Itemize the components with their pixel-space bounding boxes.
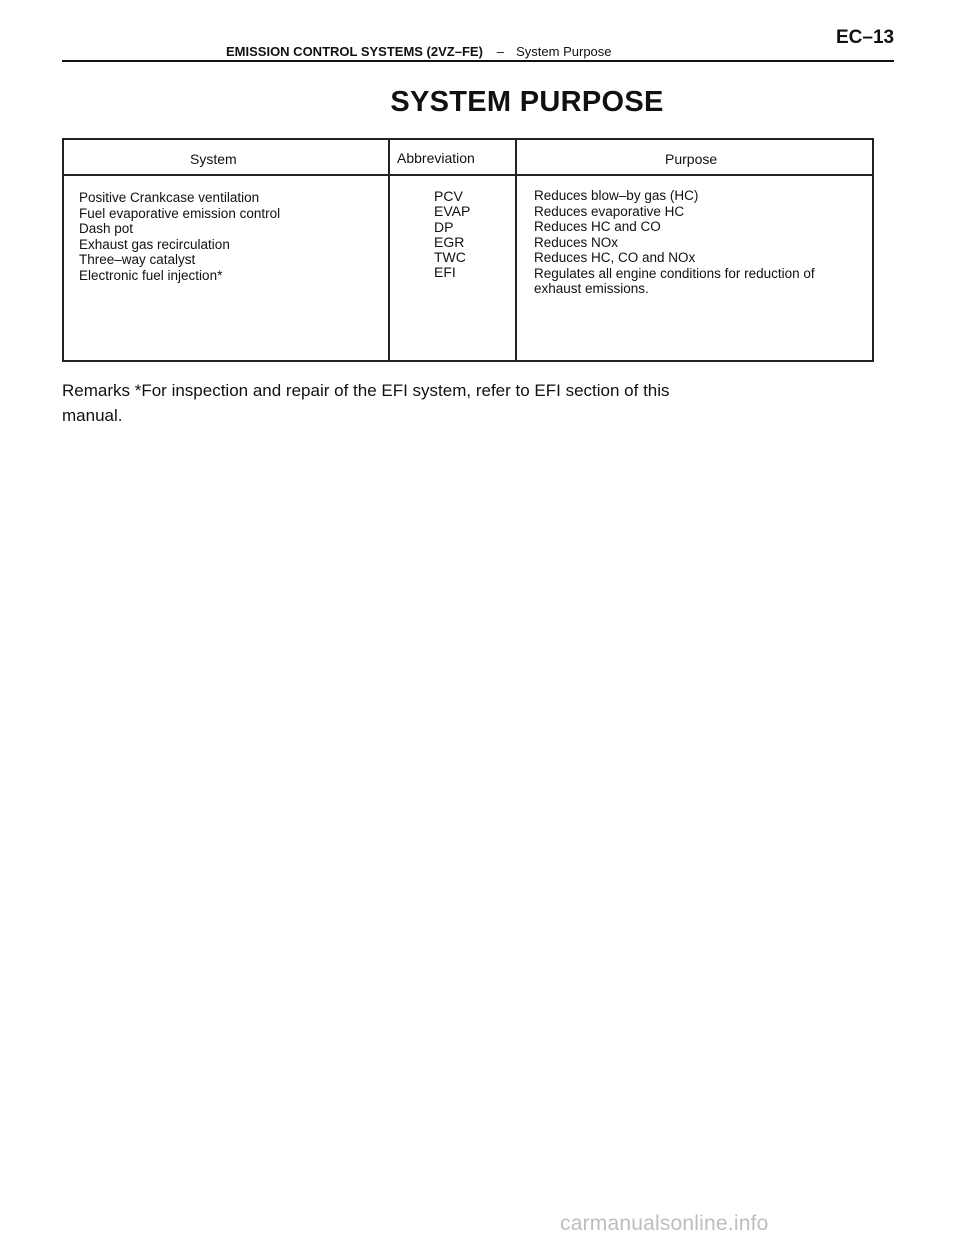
column-header-system: System <box>190 151 237 167</box>
subsection-title: System Purpose <box>516 44 612 59</box>
table-cell: Reduces evaporative HC <box>534 203 685 219</box>
table-header-divider <box>64 174 872 176</box>
table-cell: Dash pot <box>79 221 134 236</box>
watermark: carmanualsonline.info <box>560 1212 769 1235</box>
column-header-purpose: Purpose <box>665 151 718 167</box>
system-purpose-table <box>62 138 874 362</box>
table-cell: TWC <box>434 249 466 266</box>
table-cell: Reduces HC and CO <box>534 219 661 234</box>
table-cell: Exhaust gas recirculation <box>79 236 230 252</box>
table-cell: EVAP <box>434 203 471 220</box>
page-number: EC–13 <box>836 27 895 48</box>
table-cell: DP <box>434 218 454 235</box>
remarks-note: Remarks *For inspection and repair of the EFI system, refer to EFI section of this manual. <box>62 381 670 425</box>
table-cell: exhaust emissions. <box>534 281 649 296</box>
header-separator: – <box>496 44 505 59</box>
header-divider <box>62 60 894 62</box>
table-cell: EFI <box>434 264 456 281</box>
system-column <box>79 190 280 283</box>
column-divider <box>515 140 517 360</box>
abbreviation-column <box>434 189 470 281</box>
running-header <box>226 44 612 59</box>
table-cell: Positive Crankcase ventilation <box>79 190 260 205</box>
column-divider <box>388 140 390 360</box>
page-header <box>0 0 960 64</box>
table-cell: EGR <box>434 233 465 250</box>
table-cell: Reduces NOx <box>534 234 619 250</box>
page-title: SYSTEM PURPOSE <box>390 86 664 118</box>
table-cell: Reduces HC, CO and NOx <box>534 250 696 265</box>
column-header-abbreviation: Abbreviation <box>397 150 475 166</box>
table-cell: Fuel evaporative emission control <box>79 205 281 221</box>
table-cell: Reduces blow–by gas (HC) <box>534 188 699 203</box>
table-cell: Regulates all engine conditions for reduction of <box>534 265 815 281</box>
table-cell: Three–way catalyst <box>79 252 196 267</box>
table-cell: PCV <box>434 188 463 204</box>
table-cell: Electronic fuel injection* <box>79 267 223 283</box>
purpose-column <box>534 188 815 297</box>
section-title: EMISSION CONTROL SYSTEMS (2VZ–FE) <box>226 44 483 59</box>
